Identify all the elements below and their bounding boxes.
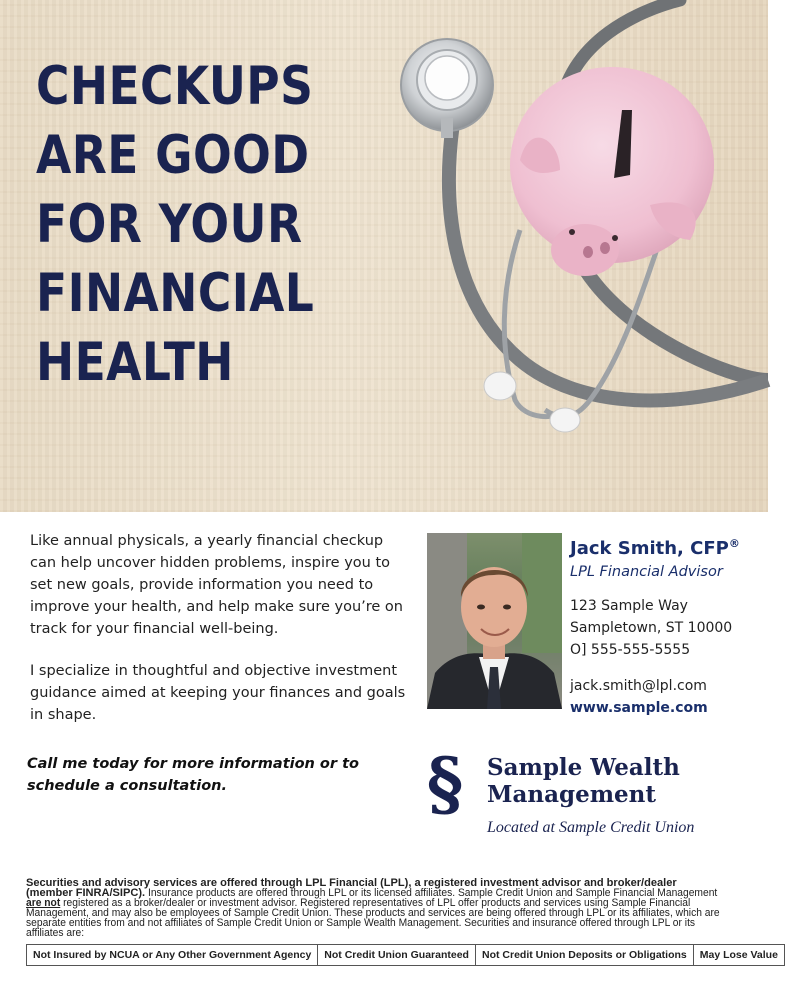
brand-name-line-1: Sample Wealth <box>487 754 680 781</box>
disclosure-text-2: registered as a broker/dealer or investment advisor. Registered representatives of LPL offer products and services using Sample Financial Management, and may also be employees of Sample Credit Union. These products and services are being offered through LPL or its affiliates, which are separate entities from and not affiliates of Sample Credit Union or Sample Wealth Management. Securities and insurance offered through LPL or its affiliates are: <box>26 897 720 939</box>
headline-line: FOR YOUR <box>36 194 303 255</box>
advisor-portrait-image <box>427 533 562 709</box>
headline-line: ARE GOOD <box>36 125 310 186</box>
registered-mark: ® <box>728 537 740 550</box>
badge-not-guaranteed: Not Credit Union Guaranteed <box>318 945 476 965</box>
body-copy <box>30 530 410 726</box>
brand-name <box>487 754 680 808</box>
headline <box>36 52 366 397</box>
address-line-1: 123 Sample Way <box>570 598 688 614</box>
brand-name-line-2: Management <box>487 781 657 808</box>
disclosure-are-not: are not <box>26 897 61 909</box>
legal-disclosure <box>26 878 724 938</box>
specialty-paragraph: I specialize in thoughtful and objective investment guidance aimed at keeping your finances and goals in shape. <box>30 663 406 723</box>
advisor-name <box>570 531 765 562</box>
brand-tagline: Located at Sample Credit Union <box>487 819 695 836</box>
advisor-photo <box>427 533 562 709</box>
badge-may-lose-value: May Lose Value <box>699 949 778 961</box>
insurance-badges <box>26 944 785 966</box>
badge-not-insured: Not Insured by NCUA or Any Other Government Agency <box>27 945 318 965</box>
headline-line: HEALTH <box>36 332 234 393</box>
address-line-2: Sampletown, ST 10000 <box>570 620 733 636</box>
disclosure-text-1: Insurance products are offered through LPL or its licensed affiliates. Sample Credit Union and Sample Financial Management <box>145 887 718 899</box>
badge-not-deposits: Not Credit Union Deposits or Obligations <box>476 945 694 965</box>
phone-number[interactable]: O] 555-555-5555 <box>570 642 691 658</box>
intro-paragraph: Like annual physicals, a yearly financial checkup can help uncover hidden problems, inspire you to set new goals, provide information you need to improve your health, and help make sure you’re on track for your financial well-being. <box>30 533 403 637</box>
advisor-contact <box>570 531 765 719</box>
email-link[interactable]: jack.smith@lpl.com <box>570 678 707 694</box>
advisor-title: LPL Financial Advisor <box>570 564 723 580</box>
advisor-name-text: Jack Smith, CFP <box>570 538 729 559</box>
call-to-action: Call me today for more information or to schedule a consultation. <box>27 756 359 794</box>
headline-line: CHECKUPS <box>36 56 314 117</box>
svg-text:§: § <box>426 742 464 825</box>
disclosure-lead: Securities and advisory services are offered through LPL Financial (LPL), a registered investment advisor and broker/dealer (member FINRA/SIPC). <box>26 877 677 899</box>
website-link[interactable]: www.sample.com <box>570 700 708 716</box>
headline-line: FINANCIAL <box>36 263 315 324</box>
section-sign-icon <box>422 742 468 825</box>
